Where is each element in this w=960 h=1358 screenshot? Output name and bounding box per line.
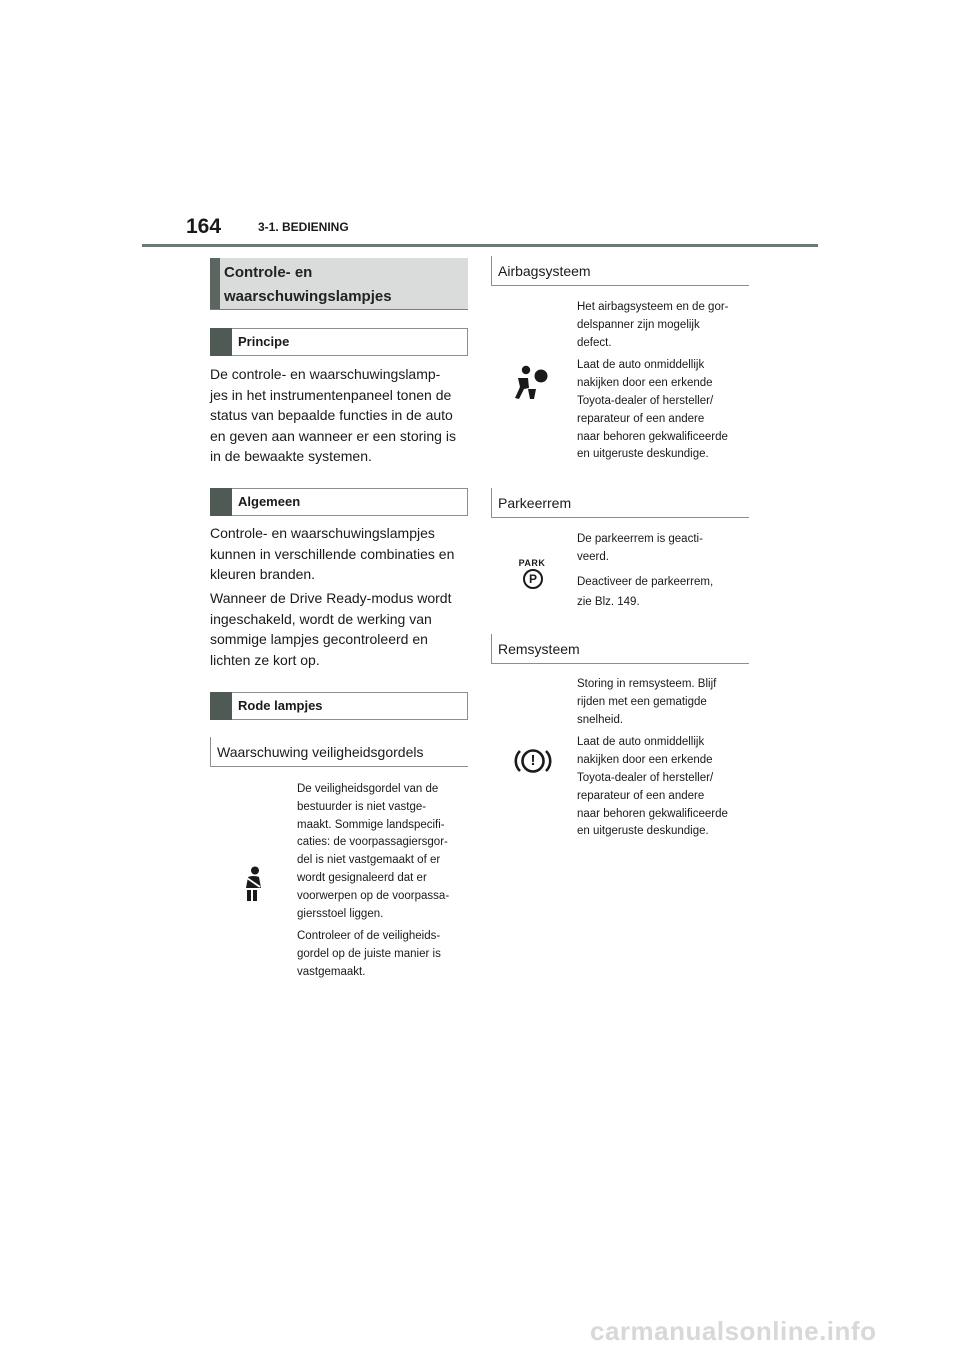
subheading-rode-lampjes	[210, 692, 468, 720]
text-line: en uitgeruste deskundige.	[577, 825, 709, 838]
text-line: zie Blz. 149.	[577, 595, 640, 608]
text-line: sommige lampjes gecontroleerd en	[210, 631, 428, 647]
subheading-title: Rode lampjes	[238, 698, 323, 713]
text-line: reparateur of een andere	[577, 789, 705, 802]
parking-brake-description	[577, 531, 753, 617]
text-line: bestuurder is niet vastge-	[297, 800, 427, 813]
text-line: rijden met een gematigde	[577, 695, 707, 708]
text-line: Laat de auto onmiddellijk	[577, 359, 705, 372]
section-heading-text: Waarschuwing veiligheidsgordels	[217, 744, 424, 760]
text-line: naar behoren gekwalificeerde	[577, 807, 728, 820]
text-line: nakijken door een erkende	[577, 377, 713, 390]
text-line: De controle- en waarschuwingslamp-	[210, 366, 441, 382]
main-heading-text	[224, 261, 392, 309]
text-line: lichten ze kort op.	[210, 651, 320, 668]
main-heading-line: Controle- en	[224, 264, 313, 281]
exclamation-mark: !	[530, 752, 536, 769]
text-line: in de bewaakte systemen.	[210, 448, 372, 464]
subheading-title: Principe	[238, 334, 290, 349]
text-line: caties: de voorpassagiersgor-	[297, 836, 448, 849]
text-line: vastgemaakt.	[297, 965, 366, 978]
text-line: Toyota-dealer of hersteller/	[577, 394, 714, 407]
page-number: 164	[186, 215, 222, 238]
text-line: kleuren branden.	[210, 566, 316, 582]
airbag-section-heading	[491, 256, 749, 286]
seatbelt-description	[297, 781, 473, 987]
text-line: status van bepaalde functies in de auto	[210, 407, 453, 423]
text-line: kunnen in verschillende combinaties en	[210, 545, 455, 562]
text-line: De veiligheidsgordel van de	[297, 783, 439, 795]
seatbelt-warning-icon	[240, 866, 266, 902]
text-line: en uitgeruste deskundige.	[577, 448, 709, 461]
brake-system-section-heading	[491, 634, 749, 664]
text-line: en geven aan wanneer er een storing is	[210, 427, 456, 444]
text-line: naar behoren gekwalificeerde	[577, 430, 728, 443]
airbag-warning-icon	[514, 365, 550, 401]
text-line: snelheid.	[577, 713, 624, 726]
text-line: defect.	[577, 336, 612, 349]
main-heading	[210, 258, 468, 310]
text-line: Controleer of de veiligheids-	[297, 930, 441, 943]
subheading-bar	[210, 692, 232, 720]
text-line: Controle- en waarschuwingslampjes	[210, 525, 435, 541]
section-heading-text: Parkeerrem	[498, 495, 572, 511]
seatbelt-section-heading	[210, 737, 468, 767]
text-line: Het airbagsysteem en de gor-	[577, 301, 729, 313]
text-line: ingeschakeld, wordt de werking van	[210, 610, 432, 627]
text-line: maakt. Sommige landspecifi-	[297, 818, 445, 831]
text-line: Deactiveer de parkeerrem,	[577, 575, 714, 588]
principe-paragraph	[210, 364, 472, 467]
text-line: wordt gesignaleerd dat er	[297, 871, 427, 884]
park-label: PARK	[518, 558, 546, 568]
subheading-principe	[210, 328, 468, 356]
main-heading-line: waarschuwingslampjes	[224, 288, 392, 305]
algemeen-paragraph-2	[210, 588, 472, 670]
section-heading-text: Airbagsysteem	[498, 263, 591, 279]
text-line: del is niet vastgemaakt of er	[297, 854, 441, 867]
section-heading-text: Remsysteem	[498, 641, 580, 657]
section-label: 3-1. BEDIENING	[258, 220, 349, 234]
text-line: giersstoel liggen.	[297, 907, 384, 920]
text-line: Toyota-dealer of hersteller/	[577, 771, 714, 784]
watermark: carmanualsonline.info	[590, 1316, 877, 1346]
airbag-description	[577, 299, 753, 469]
parking-brake-icon	[516, 558, 548, 592]
subheading-title: Algemeen	[238, 494, 301, 509]
text-line: gordel op de juiste manier is	[297, 948, 441, 961]
text-line: jes in het instrumentenpaneel tonen de	[210, 386, 452, 403]
text-line: Storing in remsysteem. Blijf	[577, 678, 717, 690]
text-line: Laat de auto onmiddellijk	[577, 736, 705, 749]
text-line: Wanneer de Drive Ready-modus wordt	[210, 590, 452, 606]
subheading-algemeen	[210, 488, 468, 516]
subheading-bar	[210, 488, 232, 516]
algemeen-paragraph-1	[210, 523, 472, 585]
brake-system-warning-icon	[514, 746, 552, 776]
subheading-bar	[210, 328, 232, 356]
text-line: De parkeerrem is geacti-	[577, 533, 703, 545]
heading-bar	[210, 258, 220, 309]
parking-brake-section-heading	[491, 488, 749, 518]
header-rule	[142, 244, 818, 247]
text-line: veerd.	[577, 550, 609, 563]
text-line: voorwerpen op de voorpassa-	[297, 889, 450, 902]
park-circle: P	[523, 569, 543, 589]
brake-system-description	[577, 676, 753, 846]
text-line: nakijken door een erkende	[577, 754, 713, 767]
text-line: delspanner zijn mogelijk	[577, 318, 700, 331]
text-line: reparateur of een andere	[577, 412, 705, 425]
